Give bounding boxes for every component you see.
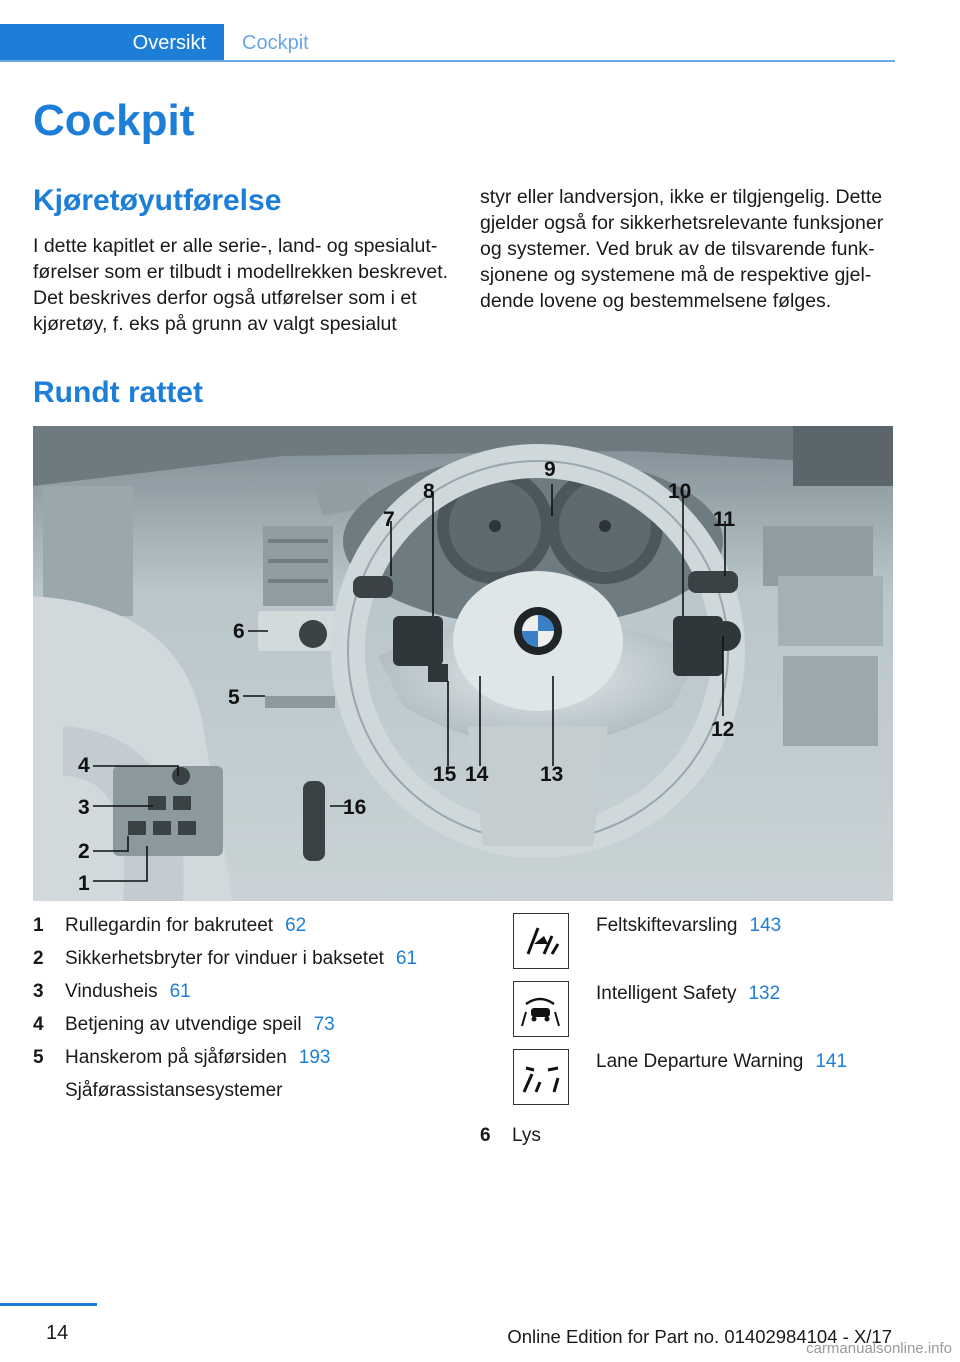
legend-text-wrap — [65, 913, 453, 938]
legend-text: Lane Departure Warning — [596, 1051, 804, 1072]
callout-8: 8 — [423, 480, 435, 503]
legend-text-wrap — [65, 979, 453, 1004]
lane-change-warning-icon — [513, 913, 569, 969]
page-reference-link[interactable]: 62 — [285, 915, 307, 936]
legend-text: Vindusheis — [65, 981, 158, 1002]
page-title: Cockpit — [33, 96, 195, 145]
legend-number: 6 — [480, 1125, 491, 1146]
legend-text: Betjening av utvendige speil — [65, 1014, 302, 1035]
callout-6: 6 — [233, 620, 245, 643]
page-reference-link[interactable]: 73 — [313, 1014, 335, 1035]
callout-14: 14 — [465, 763, 489, 786]
legend-icon-item — [513, 913, 913, 981]
legend-number: 3 — [33, 981, 44, 1002]
legend-text-wrap — [65, 1012, 453, 1037]
page-reference-link[interactable]: 61 — [395, 948, 418, 969]
legend-icon-label — [596, 981, 780, 1006]
legend-item — [33, 913, 453, 938]
tab-cockpit[interactable]: Cockpit — [242, 31, 309, 54]
header-divider — [0, 60, 895, 62]
legend-list-left — [33, 913, 453, 1111]
footer-divider — [0, 1303, 97, 1306]
legend-text: Feltskiftevarsling — [596, 915, 738, 936]
legend-text: Sjåførassistansesystemer — [65, 1080, 283, 1101]
callout-13: 13 — [540, 763, 564, 786]
edition-label: Online Edition for Part no. 01402984104 - X/17 — [507, 1326, 892, 1347]
legend-number — [33, 1078, 65, 1103]
legend-item — [33, 979, 453, 1004]
legend-number: 2 — [33, 948, 44, 969]
callout-16: 16 — [343, 796, 367, 819]
intro-paragraph-right: styr eller landversjon, ikke er tilgjengelig. Dette gjelder også for sikkerhetsrelevante funksjoner og systemer. Ved bruk av de tilsvarende funksjonene og systemene må de respektive gjeldende lovene og bestemmelsene følges. — [480, 186, 884, 312]
callout-3: 3 — [78, 796, 90, 819]
legend-icon-item — [513, 981, 913, 1049]
callout-5: 5 — [228, 686, 240, 709]
page-reference-link[interactable]: 61 — [169, 981, 191, 1002]
cockpit-drawing — [33, 426, 893, 901]
callout-1: 1 — [78, 872, 90, 895]
legend-list-right — [513, 913, 913, 1117]
intro-paragraph-left: I dette kapitlet er alle serie-, land- og spesialutførelser som er tilbudt i modellrekken beskrevet. Det beskrives derfor også utførelser som i et kjøretøy, f. eks på grunn av valgt spesialut — [33, 235, 449, 335]
callout-15: 15 — [433, 763, 457, 786]
lane-departure-warning-icon — [513, 1049, 569, 1105]
legend-item — [33, 946, 453, 971]
legend-item — [33, 1012, 453, 1037]
callout-10: 10 — [668, 480, 692, 503]
legend-icon-label — [596, 913, 781, 938]
watermark: carmanualsonline.info — [806, 1340, 952, 1357]
legend-item — [33, 1078, 453, 1103]
page-reference-link[interactable]: 143 — [749, 915, 782, 936]
legend-item — [33, 1045, 453, 1070]
page-number: 14 — [46, 1322, 69, 1344]
legend-text: Intelligent Safety — [596, 983, 737, 1004]
page-reference-link[interactable]: 141 — [815, 1051, 848, 1072]
legend-text: Hanskerom på sjåførsiden — [65, 1047, 287, 1068]
legend-item-lys — [480, 1125, 541, 1147]
callout-2: 2 — [78, 840, 90, 863]
section-heading-steering-wheel: Rundt rattet — [33, 376, 203, 409]
callout-12: 12 — [711, 718, 735, 741]
legend-icon-label — [596, 1049, 847, 1074]
intelligent-safety-icon — [513, 981, 569, 1037]
callout-7: 7 — [383, 508, 395, 531]
page-reference-link[interactable]: 193 — [298, 1047, 331, 1068]
page-reference-link[interactable]: 132 — [748, 983, 781, 1004]
legend-text: Rullegardin for bakruteet — [65, 915, 274, 936]
cockpit-illustration — [33, 426, 893, 901]
callout-9: 9 — [544, 458, 556, 481]
legend-text: Lys — [512, 1125, 541, 1146]
legend-text-wrap — [65, 1045, 453, 1070]
callout-4: 4 — [78, 754, 90, 777]
tab-oversikt[interactable]: Oversikt — [0, 24, 224, 62]
legend-number: 1 — [33, 915, 44, 936]
legend-text: Sikkerhetsbryter for vinduer i baksetet — [65, 948, 384, 969]
legend-text-wrap — [65, 946, 453, 971]
legend-number: 4 — [33, 1014, 44, 1035]
legend-icon-item — [513, 1049, 913, 1117]
callout-11: 11 — [713, 508, 736, 531]
legend-number: 5 — [33, 1047, 44, 1068]
section-heading-vehicle-equipment: Kjøretøyutførelse — [33, 184, 282, 217]
